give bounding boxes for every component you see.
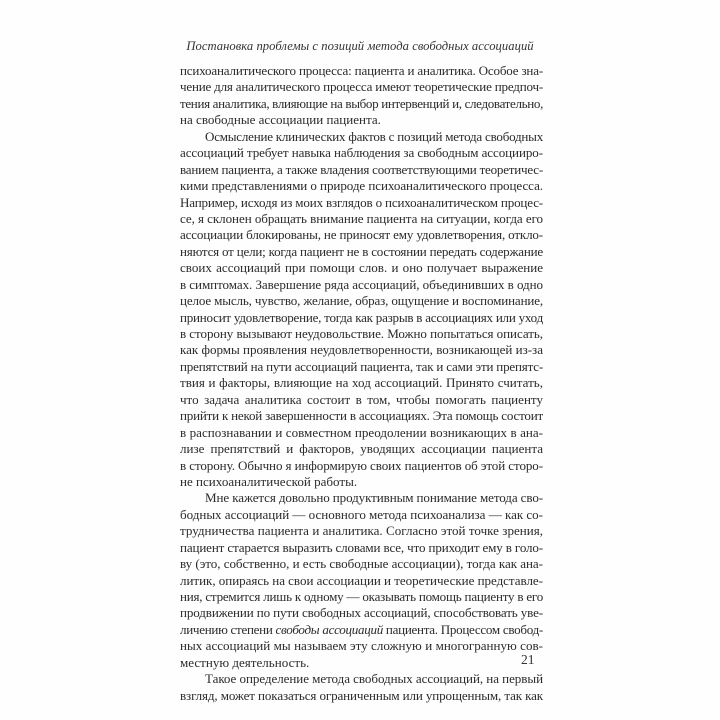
- text-line: не психоаналитической работы.: [180, 473, 358, 489]
- text-line: местную деятельность.: [180, 654, 310, 670]
- text-line: приносит удовлетворение, тогда как разрыв в ассоциациях или уход: [180, 309, 543, 325]
- paragraph-1: [180, 63, 543, 129]
- text-line: прийти к некой завершенности в ассоциациях. Эта помощь состоит: [180, 408, 543, 424]
- body-text: [180, 63, 543, 704]
- text-line: в сторону. Обычно я информирую своих пациентов об этой сторо-: [180, 457, 543, 473]
- emphasis-text: свободы ассоциаций: [275, 621, 383, 637]
- text-line: ву (это, собственно, и есть свободные ассоциации), тогда как ана-: [180, 556, 543, 572]
- text-line: лизе препятствий и факторов, уводящих ассоциации пациента: [180, 441, 543, 457]
- text-line: целое мысль, чувство, желание, образ, ощущение и воспоминание,: [180, 293, 543, 309]
- text-line: Такое определение метода свободных ассоциаций, на первый: [205, 671, 543, 687]
- text-line: взгляд, может показаться ограниченным или упрощенным, так как: [180, 687, 543, 703]
- text-line: Мне кажется довольно продуктивным понимание метода сво-: [205, 490, 543, 506]
- text-line: ния, стремится лишь к одному — оказывать помощь пациенту в его: [180, 589, 543, 604]
- paragraph-4: [180, 671, 543, 704]
- text-line: как формы проявления неудовлетворенности, возникающей из-за: [180, 342, 543, 358]
- text-line: в распознавании и совместном преодолении возникающих в ана-: [180, 424, 543, 440]
- text-line: ассоциации блокированы, не приносят ему удовлетворения, откло-: [180, 227, 543, 243]
- text-line: чение для аналитического процесса имеют теоретические предпоч-: [180, 79, 543, 95]
- text-line: в симптомах. Завершение ряда ассоциаций, объединивших в одно: [180, 276, 543, 292]
- text-line: своих ассоциаций при помощи слов. и оно получает выражение: [180, 260, 543, 276]
- text-line: Осмысление клинических фактов с позиций метода свободных: [205, 128, 543, 144]
- text-line: что задача аналитика состоит в том, чтобы помогать пациенту: [180, 391, 543, 407]
- text-line: няются от цели; когда пациент не в состоянии передать содержание: [180, 243, 543, 259]
- text-line: бодных ассоциаций — основного метода психоанализа — как со-: [180, 506, 543, 522]
- text-line: пациент старается выразить словами все, что приходит ему в голо-: [180, 539, 543, 555]
- text-line: психоаналитического процесса: пациента и аналитика. Особое зна-: [180, 63, 543, 78]
- text-line: продвижении по пути свободных ассоциаций, способствовать уве-: [180, 605, 543, 621]
- text-line: трудничества пациента и аналитика. Согласно этой точке зрения,: [180, 523, 543, 539]
- page-number: 21: [521, 652, 535, 667]
- text-line: кими представлениями о природе психоаналитического процесса.: [180, 178, 543, 194]
- text-line-with-emphasis: [180, 622, 543, 638]
- text-line: се, я склонен обращать внимание пациента на ситуации, когда его: [180, 210, 543, 226]
- running-head: Постановка проблемы с позиций метода свободных ассоциаций: [186, 39, 534, 53]
- text-line: ассоциаций требует навыка наблюдения за свободным ассоцииро-: [180, 145, 543, 161]
- text-line: Например, исходя из моих взглядов о психоаналитическом процес-: [180, 194, 543, 210]
- text-line: тения аналитика, влияющие на выбор интервенций и, следовательно,: [180, 95, 543, 111]
- text-line: препятствий на пути ассоциаций пациента, так и сами эти препятс-: [180, 358, 543, 374]
- text-line: ных ассоциаций мы называем эту сложную и многогранную сов-: [180, 638, 543, 654]
- text-segment: личению степени: [180, 621, 276, 637]
- text-line: в сторону вызывают неудовольствие. Можно попытаться описать,: [180, 326, 543, 341]
- text-line: ванием пациента, а также владения соответствующими теоретичес-: [180, 161, 543, 177]
- paragraph-3: [180, 490, 543, 671]
- text-segment: пациента. Процессом свобод-: [382, 621, 543, 637]
- text-line: на свободные ассоциации пациента.: [180, 112, 381, 128]
- paragraph-2: [180, 129, 543, 491]
- text-line: твия и факторы, влияющие на ход ассоциаций. Принято считать,: [180, 375, 543, 391]
- text-line: литик, опираясь на свои ассоциации и теоретические представле-: [180, 572, 543, 588]
